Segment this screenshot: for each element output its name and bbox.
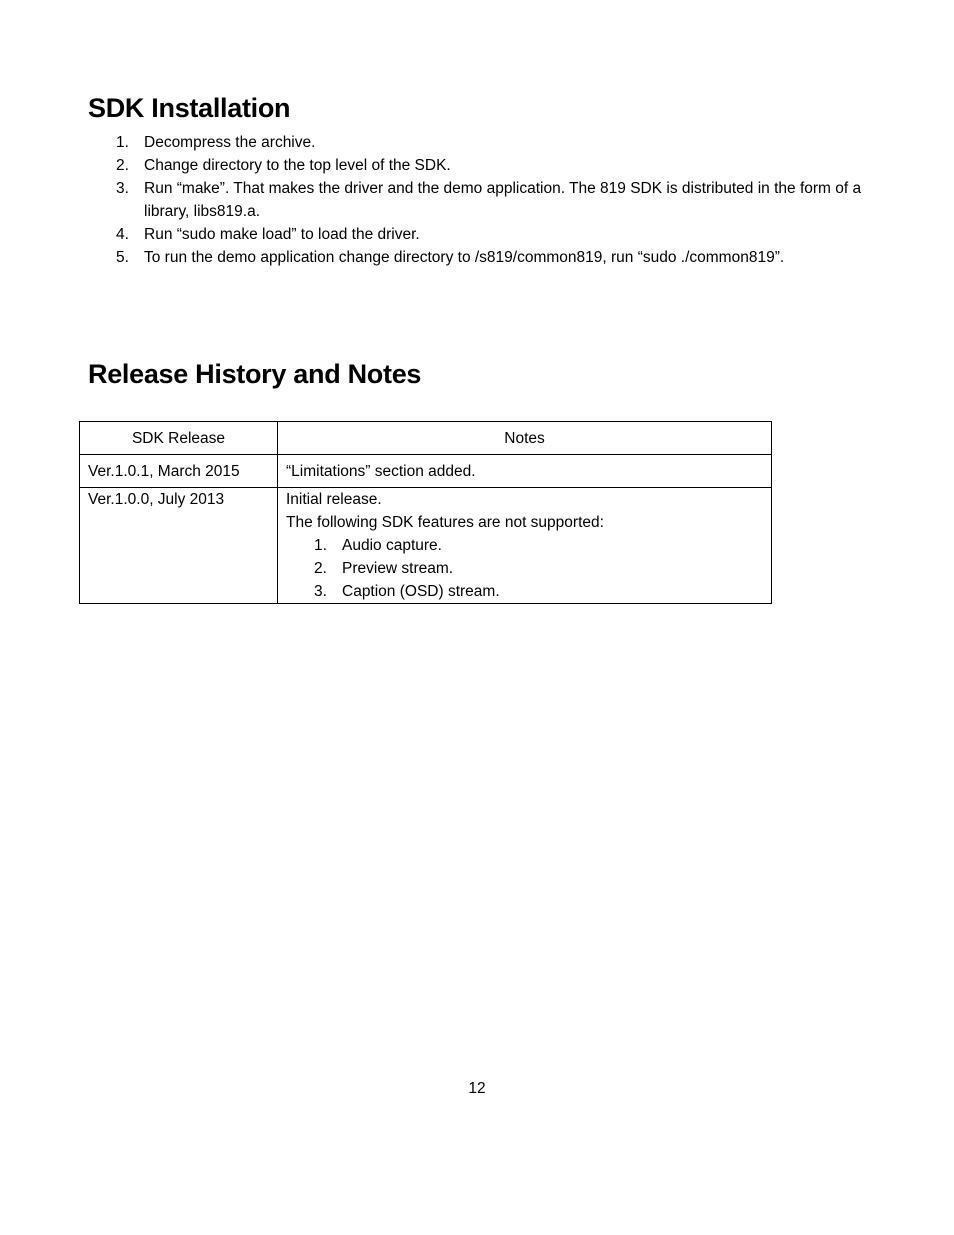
section-heading-release-history: Release History and Notes xyxy=(88,359,422,389)
list-item-number: 3. xyxy=(314,583,327,600)
column-header-sdk-release: SDK Release xyxy=(80,422,278,455)
list-item-number: 2. xyxy=(314,560,327,577)
list-item xyxy=(88,177,878,223)
list-item xyxy=(88,246,878,269)
table-header-row xyxy=(80,422,772,455)
list-item-number: 1. xyxy=(314,537,327,554)
list-item-text: Change directory to the top level of the SDK. xyxy=(144,157,451,174)
release-cell: Ver.1.0.0, July 2013 xyxy=(80,488,278,604)
list-item xyxy=(286,557,763,580)
list-item-text: Preview stream. xyxy=(342,560,454,577)
table-row xyxy=(80,488,772,604)
installation-steps-list xyxy=(88,131,878,269)
unsupported-features-list xyxy=(286,534,763,603)
notes-cell xyxy=(278,455,772,488)
release-history-table xyxy=(79,421,772,604)
list-item-text: Decompress the archive. xyxy=(144,134,316,151)
release-cell: Ver.1.0.1, March 2015 xyxy=(80,455,278,488)
note-text: Initial release. xyxy=(286,491,382,508)
list-item xyxy=(286,580,763,603)
list-item-text: Run “make”. That makes the driver and the demo application. The 819 SDK is distributed in the form of a library, libs819.a. xyxy=(144,180,862,220)
list-item xyxy=(88,223,878,246)
table-row xyxy=(80,455,772,488)
page-number: 12 xyxy=(468,1080,486,1097)
list-item-number: 5. xyxy=(116,249,129,266)
section-heading-sdk-installation: SDK Installation xyxy=(88,93,291,123)
note-text: “Limitations” section added. xyxy=(286,462,476,480)
list-item-text: Caption (OSD) stream. xyxy=(342,583,500,600)
list-item-text: Audio capture. xyxy=(342,537,442,554)
list-item-number: 1. xyxy=(116,134,129,151)
column-header-notes: Notes xyxy=(278,422,772,455)
list-item-text: To run the demo application change directory to /s819/common819, run “sudo ./common819”. xyxy=(144,249,785,266)
notes-cell xyxy=(278,488,772,604)
list-item xyxy=(88,154,878,177)
list-item-number: 4. xyxy=(116,226,129,243)
list-item xyxy=(286,534,763,557)
list-item-number: 3. xyxy=(116,180,129,197)
list-item-text: Run “sudo make load” to load the driver. xyxy=(144,226,420,243)
list-item xyxy=(88,131,878,154)
list-item-number: 2. xyxy=(116,157,129,174)
note-text: The following SDK features are not supported: xyxy=(286,514,604,531)
